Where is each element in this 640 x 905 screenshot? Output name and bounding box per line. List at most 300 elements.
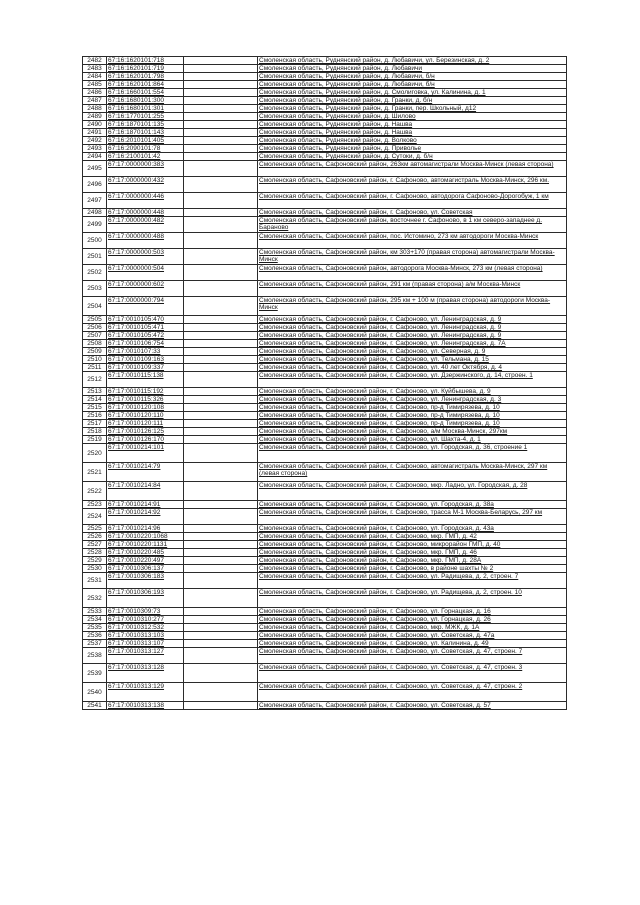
address-cell: Смоленская область, Сафоновский район, г. Сафоново, трасса М-1 Москва-Беларусь, 297 км [258,509,567,525]
cadastral-number: 67:17:0010126:125 [107,428,184,436]
table-row [83,209,567,217]
row-number: 2503 [83,281,107,297]
address-cell: Смоленская область, Сафоновский район, г. Сафоново, а/м Москва-Минск, 297км [258,428,567,436]
table-row [83,549,567,557]
row-number: 2534 [83,616,107,624]
address-cell: Смоленская область, Сафоновский район, г. Сафоново, ул. Советская, д. 57 [258,702,567,710]
table-row [83,557,567,565]
address-cell: Смоленская область, Сафоновский район, г. Сафоново, ул. Городская, д. 36, строение 1 [258,444,567,463]
row-number: 2501 [83,249,107,265]
row-number: 2531 [83,573,107,589]
empty-cell [184,356,258,364]
row-number: 2522 [83,482,107,501]
address-cell: Смоленская область, Сафоновский район, г. Сафоново, микрорайон ГМП, д. 40 [258,541,567,549]
cadastral-number: 67:17:0010115:138 [107,372,184,388]
empty-cell [184,137,258,145]
table-row [83,73,567,81]
cadastral-number: 67:17:0010310:277 [107,616,184,624]
empty-cell [184,648,258,664]
empty-cell [184,364,258,372]
row-number: 2511 [83,364,107,372]
row-number: 2533 [83,608,107,616]
row-number: 2494 [83,153,107,161]
cadastral-number: 67:17:0000000:503 [107,249,184,265]
address-cell: Смоленская область, Сафоновский район, г. Сафоново, в районе шахты № 2 [258,565,567,573]
address-cell: Смоленская область, Руднянский район, д. Смолиговка, ул. Калинина, д. 1 [258,89,567,97]
row-number: 2527 [83,541,107,549]
cadastral-number: 67:16:1870101:135 [107,121,184,129]
cadastral-number: 67:16:1680101:300 [107,97,184,105]
cadastral-number: 67:17:0000000:432 [107,177,184,193]
cadastral-number: 67:17:0010115:192 [107,388,184,396]
table-row [83,81,567,89]
row-number: 2529 [83,557,107,565]
cadastral-number: 67:17:0010220:485 [107,549,184,557]
address-cell: Смоленская область, Руднянский район, д. Сутоки, д. б/н [258,153,567,161]
table-row [83,664,567,683]
table-row [83,616,567,624]
table-row [83,541,567,549]
cadastral-number: 67:16:1660101:554 [107,89,184,97]
empty-cell [184,463,258,482]
empty-cell [184,249,258,265]
table-row [83,533,567,541]
row-number: 2484 [83,73,107,81]
empty-cell [184,664,258,683]
row-number: 2496 [83,177,107,193]
cadastral-number: 67:17:0000000:446 [107,193,184,209]
empty-cell [184,428,258,436]
address-cell: Смоленская область, Руднянский район, д. Гранки, д. б/н [258,97,567,105]
address-cell: Смоленская область, Руднянский район, д. Волково [258,137,567,145]
table-row [83,648,567,664]
table-row [83,233,567,249]
empty-cell [184,404,258,412]
table-body [83,57,567,710]
row-number: 2541 [83,702,107,710]
address-cell: Смоленская область, Сафоновский район, г. Сафоново, ул. Советская [258,209,567,217]
address-cell: Смоленская область, Сафоновский район, км 303+170 (правая сторона) автомагистрали Москва-Минск [258,249,567,265]
cadastral-number: 67:16:1770101:255 [107,113,184,121]
cadastral-number: 67:17:0010214:96 [107,525,184,533]
empty-cell [184,177,258,193]
empty-cell [184,81,258,89]
row-number: 2490 [83,121,107,129]
table-row [83,589,567,608]
table-row [83,608,567,616]
row-number: 2491 [83,129,107,137]
table-row [83,129,567,137]
table-row [83,324,567,332]
empty-cell [184,444,258,463]
table-row [83,217,567,233]
table-row [83,316,567,324]
empty-cell [184,97,258,105]
row-number: 2506 [83,324,107,332]
row-number: 2520 [83,444,107,463]
address-cell: Смоленская область, Сафоновский район, г. Сафоново, ул. Северная, д. 9 [258,348,567,356]
address-cell: Смоленская область, Сафоновский район, г. Сафоново, ул. Дзержинского, д. 14, строен. 1 [258,372,567,388]
address-cell: Смоленская область, Сафоновский район, г. Сафоново, ул. Радищева, д. 2, строен. 10 [258,589,567,608]
empty-cell [184,412,258,420]
row-number: 2498 [83,209,107,217]
row-number: 2504 [83,297,107,316]
cadastral-number: 67:16:1620101:864 [107,81,184,89]
cadastral-number: 67:16:2100101:42 [107,153,184,161]
cadastral-number: 67:16:1680101:301 [107,105,184,113]
table-row [83,501,567,509]
row-number: 2508 [83,340,107,348]
row-number: 2525 [83,525,107,533]
address-cell: Смоленская область, Сафоновский район, г. Сафоново, ул. Городская, д. 38а [258,501,567,509]
cadastral-number: 67:17:0010214:92 [107,509,184,525]
document-page [82,56,566,710]
table-row [83,573,567,589]
table-row [83,153,567,161]
row-number: 2509 [83,348,107,356]
cadastral-number: 67:17:0010306:137 [107,565,184,573]
empty-cell [184,702,258,710]
address-cell: Смоленская область, Сафоновский район, г. Сафоново, ул. Ленинградская, д. 3 [258,396,567,404]
cadastral-number: 67:17:0010109:337 [107,364,184,372]
empty-cell [184,281,258,297]
table-row [83,356,567,364]
row-number: 2512 [83,372,107,388]
empty-cell [184,509,258,525]
row-number: 2500 [83,233,107,249]
address-cell: Смоленская область, Руднянский район, д. Любавичи, б/н [258,73,567,81]
table-row [83,482,567,501]
table-row [83,404,567,412]
row-number: 2492 [83,137,107,145]
empty-cell [184,105,258,113]
cadastral-number: 67:16:1620101:719 [107,65,184,73]
row-number: 2524 [83,509,107,525]
table-row [83,624,567,632]
cadastral-number: 67:17:0000000:448 [107,209,184,217]
address-cell: Смоленская область, Сафоновский район, 291 км (правая сторона) а/м Москва-Минск [258,281,567,297]
empty-cell [184,396,258,404]
empty-cell [184,217,258,233]
address-cell: Смоленская область, Сафоновский район, 295 км + 100 м (правая сторона) автодороги Москва-Минск [258,297,567,316]
empty-cell [184,65,258,73]
table-row [83,177,567,193]
cadastral-number: 67:17:0010120:108 [107,404,184,412]
cadastral-number: 67:17:0010220:497 [107,557,184,565]
cadastral-number: 67:17:0000000:482 [107,217,184,233]
cadastral-number: 67:17:0010220:1131 [107,541,184,549]
empty-cell [184,161,258,177]
empty-cell [184,640,258,648]
empty-cell [184,193,258,209]
table-row [83,463,567,482]
empty-cell [184,129,258,137]
cadastral-number: 67:17:0000000:504 [107,265,184,281]
row-number: 2526 [83,533,107,541]
table-row [83,137,567,145]
table-row [83,525,567,533]
empty-cell [184,616,258,624]
empty-cell [184,113,258,121]
property-table [82,56,567,710]
cadastral-number: 67:17:0000000:383 [107,161,184,177]
empty-cell [184,372,258,388]
row-number: 2485 [83,81,107,89]
row-number: 2507 [83,332,107,340]
row-number: 2502 [83,265,107,281]
table-row [83,632,567,640]
empty-cell [184,533,258,541]
table-row [83,396,567,404]
address-cell: Смоленская область, Сафоновский район, пос. Истомино, 273 км автодороги Москва-Минск [258,233,567,249]
empty-cell [184,316,258,324]
row-number: 2519 [83,436,107,444]
empty-cell [184,549,258,557]
row-number: 2535 [83,624,107,632]
empty-cell [184,348,258,356]
address-cell: Смоленская область, Сафоновский район, восточнее г. Сафоново, в 1 км северо-западнее д. Бараново [258,217,567,233]
cadastral-number: 67:17:0010120:111 [107,420,184,428]
empty-cell [184,589,258,608]
table-row [83,145,567,153]
address-cell: Смоленская область, Сафоновский район, г. Сафоново, автодорога Сафоново-Дорогобуж, 1 км [258,193,567,209]
row-number: 2487 [83,97,107,105]
address-cell: Смоленская область, Сафоновский район, г. Сафоново, ул. Советская, д. 47, строен. 7 [258,648,567,664]
row-number: 2530 [83,565,107,573]
table-row [83,105,567,113]
address-cell: Смоленская область, Сафоновский район, г. Сафоново, мкр. ГМП, д. 42 [258,533,567,541]
address-cell: Смоленская область, Руднянский район, д. Гранки, пер. Школьный, д12 [258,105,567,113]
empty-cell [184,420,258,428]
row-number: 2521 [83,463,107,482]
empty-cell [184,557,258,565]
empty-cell [184,340,258,348]
address-cell: Смоленская область, Сафоновский район, г. Сафоново, ул. Советская, д. 47а [258,632,567,640]
table-row [83,428,567,436]
table-row [83,265,567,281]
table-row [83,509,567,525]
address-cell: Смоленская область, Сафоновский район, г. Сафоново, ул. Тельмана, д. 15 [258,356,567,364]
empty-cell [184,541,258,549]
row-number: 2489 [83,113,107,121]
row-number: 2483 [83,65,107,73]
address-cell: Смоленская область, Руднянский район, д. Нашва [258,129,567,137]
address-cell: Смоленская область, Руднянский район, д. Приволье [258,145,567,153]
cadastral-number: 67:17:0010220:1068 [107,533,184,541]
cadastral-number: 67:17:0010309:73 [107,608,184,616]
address-cell: Смоленская область, Сафоновский район, г. Сафоново, автомагистраль Москва-Минск, 296 км. [258,177,567,193]
row-number: 2499 [83,217,107,233]
table-row [83,683,567,702]
empty-cell [184,297,258,316]
cadastral-number: 67:16:2090101:78 [107,145,184,153]
row-number: 2538 [83,648,107,664]
row-number: 2497 [83,193,107,209]
table-row [83,281,567,297]
address-cell: Смоленская область, Руднянский район, д. Нашва [258,121,567,129]
cadastral-number: 67:17:0000000:602 [107,281,184,297]
cadastral-number: 67:17:0000000:794 [107,297,184,316]
empty-cell [184,436,258,444]
cadastral-number: 67:17:0010313:107 [107,640,184,648]
cadastral-number: 67:17:0010120:110 [107,412,184,420]
table-row [83,297,567,316]
row-number: 2505 [83,316,107,324]
table-row [83,161,567,177]
table-row [83,249,567,265]
table-row [83,364,567,372]
cadastral-number: 67:17:0010106:754 [107,340,184,348]
table-row [83,340,567,348]
address-cell: Смоленская область, Сафоновский район, г. Сафоново, ул. Ленинградская, д. 7А [258,340,567,348]
row-number: 2513 [83,388,107,396]
address-cell: Смоленская область, Сафоновский район, г. Сафоново, мкр. ГМП, д. 46 [258,549,567,557]
cadastral-number: 67:17:0010126:170 [107,436,184,444]
address-cell: Смоленская область, Сафоновский район, г. Сафоново, мкр. ГМП, д. 28А [258,557,567,565]
empty-cell [184,265,258,281]
empty-cell [184,332,258,340]
table-row [83,348,567,356]
table-row [83,702,567,710]
address-cell: Смоленская область, Сафоновский район, 263км автомагистрали Москва-Минск (левая сторона) [258,161,567,177]
cadastral-number: 67:17:0010109:163 [107,356,184,364]
row-number: 2528 [83,549,107,557]
row-number: 2493 [83,145,107,153]
cadastral-number: 67:17:0010306:183 [107,573,184,589]
empty-cell [184,501,258,509]
table-row [83,89,567,97]
table-row [83,420,567,428]
row-number: 2532 [83,589,107,608]
cadastral-number: 67:17:0010313:103 [107,632,184,640]
address-cell: Смоленская область, Руднянский район, д. Любавичи, ул. Березинская, д. 2 [258,57,567,65]
empty-cell [184,324,258,332]
cadastral-number: 67:16:2010101:405 [107,137,184,145]
empty-cell [184,233,258,249]
address-cell: Смоленская область, Сафоновский район, г. Сафоново, ул. Куйбышева, д. 9 [258,388,567,396]
address-cell: Смоленская область, Сафоновский район, г. Сафоново, мкр. Ладно, ул. Городская, д. 28 [258,482,567,501]
address-cell: Смоленская область, Сафоновский район, г. Сафоново, ул. Ленинградская, д. 9 [258,332,567,340]
cadastral-number: 67:17:0010306:193 [107,589,184,608]
empty-cell [184,145,258,153]
address-cell: Смоленская область, Сафоновский район, г. Сафоново, ул. Советская, д. 47, строен. 3 [258,664,567,683]
table-row [83,412,567,420]
row-number: 2539 [83,664,107,683]
address-cell: Смоленская область, Сафоновский район, г. Сафоново, мкр. МЖК, д. 1А [258,624,567,632]
row-number: 2510 [83,356,107,364]
cadastral-number: 67:17:0010214:79 [107,463,184,482]
empty-cell [184,624,258,632]
address-cell: Смоленская область, Сафоновский район, г. Сафоново, ул. Горнацкая, д. 26 [258,616,567,624]
table-row [83,193,567,209]
table-row [83,332,567,340]
address-cell: Смоленская область, Руднянский район, д. Любавичи [258,65,567,73]
cadastral-number: 67:17:0010105:472 [107,332,184,340]
empty-cell [184,388,258,396]
cadastral-number: 67:17:0010214:84 [107,482,184,501]
cadastral-number: 67:17:0010313:129 [107,683,184,702]
table-row [83,640,567,648]
address-cell: Смоленская область, Сафоновский район, г. Сафоново, ул. 40 лет Октября, д. 4 [258,364,567,372]
cadastral-number: 67:17:0010214:91 [107,501,184,509]
empty-cell [184,573,258,589]
table-row [83,565,567,573]
cadastral-number: 67:16:1620101:718 [107,57,184,65]
table-row [83,121,567,129]
row-number: 2517 [83,420,107,428]
cadastral-number: 67:17:0010313:127 [107,648,184,664]
empty-cell [184,153,258,161]
address-cell: Смоленская область, Руднянский район, д. Шилово [258,113,567,121]
row-number: 2495 [83,161,107,177]
table-row [83,65,567,73]
address-cell: Смоленская область, Сафоновский район, г. Сафоново, ул. Горнацкая, д. 16 [258,608,567,616]
empty-cell [184,565,258,573]
row-number: 2482 [83,57,107,65]
row-number: 2540 [83,683,107,702]
row-number: 2536 [83,632,107,640]
row-number: 2486 [83,89,107,97]
address-cell: Смоленская область, Сафоновский район, г. Сафоново, ул. Калинина, д. 49 [258,640,567,648]
row-number: 2514 [83,396,107,404]
table-row [83,57,567,65]
table-row [83,372,567,388]
address-cell: Смоленская область, Сафоновский район, г. Сафоново, пр-д Тимирязева, д. 10 [258,404,567,412]
row-number: 2518 [83,428,107,436]
empty-cell [184,683,258,702]
address-cell: Смоленская область, Руднянский район, д. Любавичи, б/н [258,81,567,89]
table-row [83,113,567,121]
cadastral-number: 67:17:0010115:326 [107,396,184,404]
address-cell: Смоленская область, Сафоновский район, г. Сафоново, ул. Ленинградская, д. 9 [258,316,567,324]
table-row [83,388,567,396]
empty-cell [184,482,258,501]
empty-cell [184,73,258,81]
table-row [83,97,567,105]
empty-cell [184,89,258,97]
table-row [83,444,567,463]
cadastral-number: 67:17:0000000:488 [107,233,184,249]
address-cell: Смоленская область, Сафоновский район, г. Сафоново, пр-д Тимирязева, д. 10 [258,412,567,420]
address-cell: Смоленская область, Сафоновский район, г. Сафоново, ул. Городская, д. 43а [258,525,567,533]
empty-cell [184,209,258,217]
address-cell: Смоленская область, Сафоновский район, г. Сафоново, ул. Ленинградская, д. 9 [258,324,567,332]
cadastral-number: 67:17:0010105:470 [107,316,184,324]
cadastral-number: 67:16:1870101:143 [107,129,184,137]
cadastral-number: 67:17:0010312:532 [107,624,184,632]
address-cell: Смоленская область, Сафоновский район, г. Сафоново, ул. Шахта-4, д. 1 [258,436,567,444]
cadastral-number: 67:17:0010214:101 [107,444,184,463]
empty-cell [184,525,258,533]
empty-cell [184,121,258,129]
address-cell: Смоленская область, Сафоновский район, г. Сафоново, ул. Радищева, д. 2, строен. 7 [258,573,567,589]
row-number: 2515 [83,404,107,412]
empty-cell [184,632,258,640]
cadastral-number: 67:17:0010105:471 [107,324,184,332]
cadastral-number: 67:16:1620101:798 [107,73,184,81]
cadastral-number: 67:17:0010313:138 [107,702,184,710]
cadastral-number: 67:17:0010107:33 [107,348,184,356]
empty-cell [184,608,258,616]
row-number: 2523 [83,501,107,509]
table-row [83,436,567,444]
row-number: 2537 [83,640,107,648]
address-cell: Смоленская область, Сафоновский район, г. Сафоново, пр-д Тимирязева, д. 10 [258,420,567,428]
empty-cell [184,57,258,65]
address-cell: Смоленская область, Сафоновский район, г. Сафоново, автомагистраль Москва-Минск, 297 км (левая сторона) [258,463,567,482]
row-number: 2488 [83,105,107,113]
cadastral-number: 67:17:0010313:128 [107,664,184,683]
